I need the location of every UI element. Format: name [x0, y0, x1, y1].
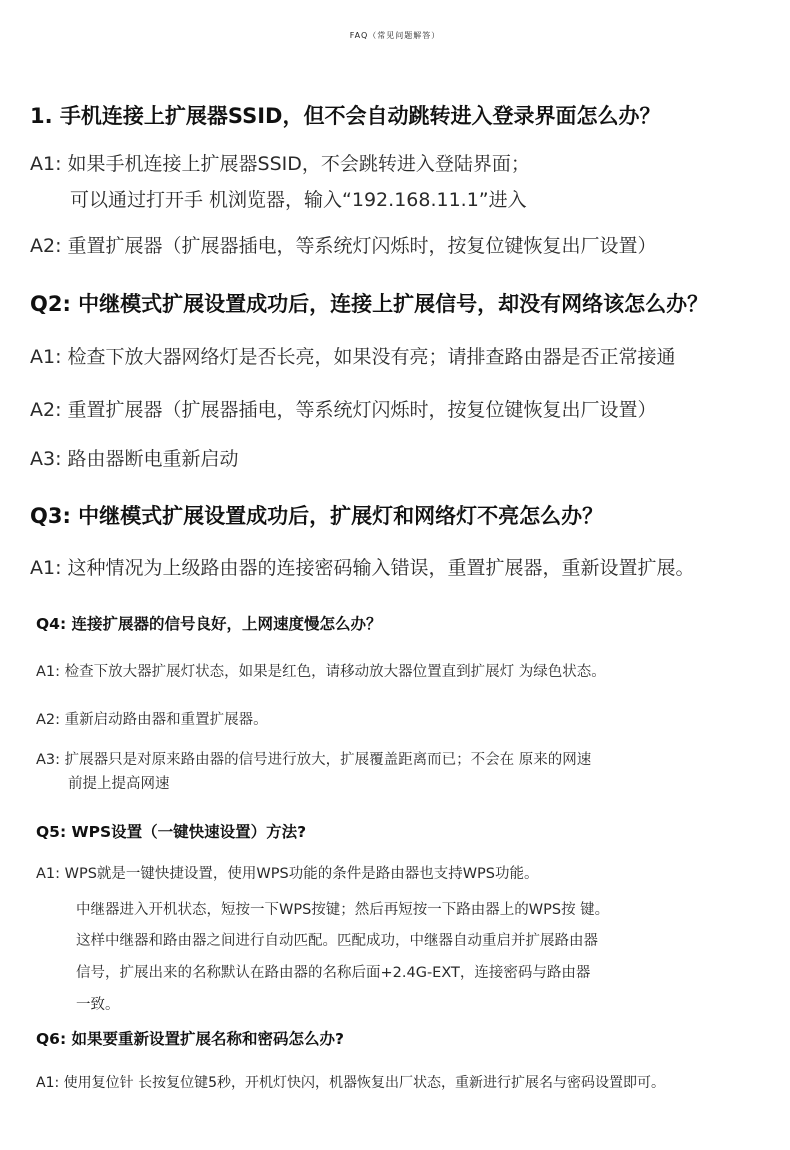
answer-5-1-line-5: 一致。 [76, 997, 120, 1013]
answer-2-3: A3: 路由器断电重新启动 [30, 448, 239, 470]
answer-5-1-line-2: 中继器进入开机状态，短按一下WPS按键；然后再短按一下路由器上的WPS按 键。 [76, 902, 610, 918]
question-4: Q4: 连接扩展器的信号良好，上网速度慢怎么办？ [36, 615, 382, 633]
question-2: Q2: 中继模式扩展设置成功后，连接上扩展信号，却没有网络该怎么办？ [30, 292, 709, 316]
answer-5-1-line-4: 信号，扩展出来的名称默认在路由器的名称后面+2.4G-EXT，连接密码与路由器 [76, 965, 591, 981]
answer-5-1-line-3: 这样中继器和路由器之间进行自动匹配。匹配成功，中继器自动重启并扩展路由器 [76, 933, 598, 949]
answer-1-2: A2: 重置扩展器（扩展器插电，等系统灯闪烁时，按复位键恢复出厂设置） [30, 235, 657, 257]
question-5: Q5: WPS设置（一键快速设置）方法? [36, 823, 307, 841]
question-1: 1. 手机连接上扩展器SSID，但不会自动跳转进入登录界面怎么办？ [30, 104, 661, 128]
answer-3-1: A1: 这种情况为上级路由器的连接密码输入错误，重置扩展器，重新设置扩展。 [30, 557, 695, 579]
answer-6-1: A1: 使用复位针 长按复位键5秒，开机灯快闪，机器恢复出厂状态，重新进行扩展名与密码设置即可。 [36, 1075, 666, 1091]
question-3: Q3: 中继模式扩展设置成功后，扩展灯和网络灯不亮怎么办？ [30, 504, 604, 528]
answer-1-1-line-1: A1: 如果手机连接上扩展器SSID，不会跳转进入登陆界面； [30, 153, 530, 175]
answer-1-1-line-2: 可以通过打开手 机浏览器，输入“192.168.11.1”进入 [70, 189, 527, 211]
page-title: FAQ（常见问题解答） [349, 31, 441, 40]
answer-5-1-line-1: A1: WPS就是一键快捷设置，使用WPS功能的条件是路由器也支持WPS功能。 [36, 866, 539, 882]
question-6: Q6: 如果要重新设置扩展名称和密码怎么办? [36, 1030, 345, 1048]
answer-4-3-line-2: 前提上提高网速 [68, 776, 170, 792]
answer-2-2: A2: 重置扩展器（扩展器插电，等系统灯闪烁时，按复位键恢复出厂设置） [30, 399, 657, 421]
answer-4-2: A2: 重新启动路由器和重置扩展器。 [36, 712, 268, 728]
answer-4-3-line-1: A3: 扩展器只是对原来路由器的信号进行放大，扩展覆盖距离而已；不会在 原来的网速 [36, 752, 592, 768]
answer-4-1: A1: 检查下放大器扩展灯状态，如果是红色，请移动放大器位置直到扩展灯 为绿色状态。 [36, 664, 606, 680]
answer-2-1: A1: 检查下放大器网络灯是否长亮，如果没有亮；请排查路由器是否正常接通 [30, 346, 676, 368]
